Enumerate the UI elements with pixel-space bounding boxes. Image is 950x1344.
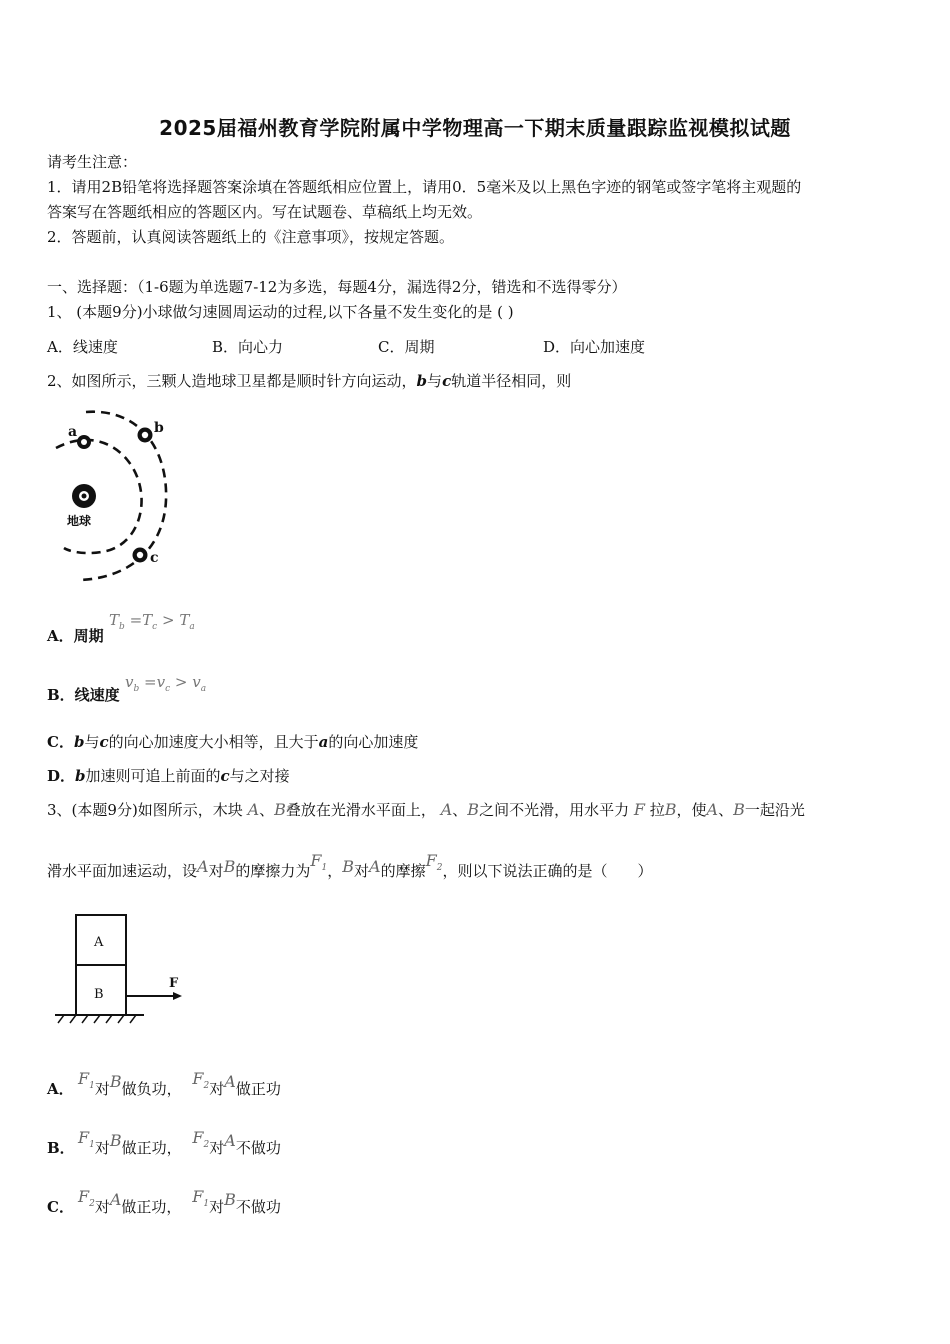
sub-2: 2 — [89, 1199, 95, 1210]
label-A: A — [94, 935, 104, 950]
text: 、 — [718, 801, 734, 819]
var-F1 — [78, 1128, 95, 1151]
math-v: v — [192, 673, 201, 691]
math-sub-a: a — [200, 684, 207, 694]
math-v: v — [125, 673, 134, 691]
text: 对 — [94, 1080, 110, 1098]
label-earth: 地球 — [67, 514, 92, 528]
notice-heading: 请考生注意： — [47, 153, 138, 171]
var-A: A — [706, 800, 719, 819]
q2-option-a-formula — [109, 611, 195, 632]
text: 的摩擦 — [380, 862, 426, 880]
q1-stem: 1、 (本题9分)小球做匀速圆周运动的过程,以下各量不发生变化的是 ( ) — [47, 303, 514, 321]
math-gt: > — [174, 673, 188, 691]
var-F1 — [192, 1187, 210, 1210]
q2-option-a-label: A．周期 — [47, 627, 104, 645]
var-A: A — [224, 1131, 236, 1150]
math-v: v — [156, 673, 166, 691]
label-b: b — [154, 420, 164, 436]
var-F: F — [633, 800, 645, 819]
q2-stem-yu: 与 — [427, 372, 443, 390]
text: 、 — [259, 801, 275, 819]
var-F: F — [192, 1128, 204, 1147]
text: 、 — [452, 801, 468, 819]
var-F1 — [310, 851, 328, 874]
label-a: a — [68, 424, 78, 440]
var-B: B — [467, 800, 480, 819]
label-F: F — [169, 976, 179, 991]
sub-1: 1 — [203, 1199, 210, 1210]
text: 对 — [208, 862, 224, 880]
text: 对 — [354, 862, 370, 880]
math-sub-b: b — [119, 622, 125, 632]
text: 叠放在光滑水平面上， — [285, 801, 436, 819]
text: 做正功， — [121, 1139, 182, 1157]
q3-option-c — [47, 1196, 74, 1218]
text: 对 — [209, 1080, 225, 1098]
q1-option-b: B．向心力 — [212, 338, 284, 356]
var-a: a — [318, 733, 329, 751]
var-A: A — [369, 857, 381, 876]
var-F: F — [78, 1128, 90, 1147]
sub-1: 1 — [89, 1081, 95, 1092]
text: 对 — [209, 1139, 225, 1157]
var-B: B — [274, 800, 286, 819]
var-F: F — [310, 851, 322, 870]
var-F2 — [78, 1187, 95, 1210]
text: 的摩擦力为 — [235, 862, 311, 880]
option-label: A． — [47, 1080, 74, 1098]
text: 与之对接 — [229, 767, 290, 785]
text: 与 — [84, 733, 100, 751]
q3-option-b — [47, 1137, 75, 1159]
var-F1 — [78, 1069, 95, 1092]
q1-option-d: D．向心加速度 — [543, 338, 646, 356]
option-label: B． — [47, 1139, 75, 1157]
q1-option-c: C．周期 — [378, 338, 435, 356]
var-F: F — [78, 1187, 90, 1206]
page-title: 2025届福州教育学院附属中学物理高一下期末质量跟踪监视模拟试题 — [159, 116, 791, 140]
var-b: b — [73, 733, 85, 751]
ground-hatch — [58, 1015, 136, 1023]
option-label: C． — [47, 1198, 74, 1216]
text: ，使 — [676, 801, 707, 819]
orbit-a — [56, 440, 142, 553]
text: 对 — [94, 1198, 110, 1216]
q2-satellite-figure — [50, 400, 180, 590]
notice-line-1: 1．请用2B铅笔将选择题答案涂填在答题纸相应位置上，请用0．5毫米及以上黑色字迹的钢笔或签字笔将主观题的 — [47, 178, 802, 196]
q1-option-a: A．线速度 — [47, 338, 118, 356]
text: 做正功， — [121, 1198, 182, 1216]
var-B: B — [733, 800, 745, 819]
section-heading: 一、选择题：（1-6题为单选题7-12为多选，每题4分，漏选得2分，错选和不选得零分） — [47, 278, 627, 296]
math-gt: > — [161, 611, 175, 629]
var-B: B — [109, 1131, 122, 1150]
math-eq: = — [144, 673, 157, 691]
var-A: A — [440, 800, 453, 819]
q3-stem-line-2 — [47, 851, 653, 889]
text: 不做功 — [235, 1198, 281, 1216]
sub-1: 1 — [321, 863, 328, 874]
math-T: T — [142, 611, 153, 629]
text: 加速则可追上前面的 — [85, 767, 221, 785]
math-sub-b: b — [133, 684, 140, 694]
text: 3、(本题9分)如图所示，木块 — [47, 801, 243, 819]
q3-option-b-body — [78, 1127, 281, 1156]
text: 对 — [209, 1198, 225, 1216]
var-F: F — [425, 851, 437, 870]
text: 做正功 — [235, 1080, 281, 1098]
text: 做负功， — [121, 1080, 182, 1098]
text: 的向心加速度大小相等，且大于 — [108, 733, 319, 751]
notice-line-3: 2．答题前，认真阅读答题纸上的《注意事项》，按规定答题。 — [47, 228, 455, 246]
var-b: b — [75, 767, 86, 785]
var-A: A — [224, 1072, 236, 1091]
q2-stem-b: b — [416, 372, 428, 390]
var-F: F — [78, 1069, 90, 1088]
q2-stem-pre: 2、如图所示，三颗人造地球卫星都是顺时针方向运动， — [47, 372, 417, 390]
var-B: B — [664, 800, 677, 819]
q2-option-d — [47, 765, 290, 787]
math-sub-a: a — [189, 622, 195, 632]
label-c: c — [150, 550, 159, 566]
var-F2 — [425, 851, 443, 874]
math-sub-c: c — [165, 684, 171, 694]
var-F2 — [192, 1128, 210, 1151]
label-B: B — [94, 987, 104, 1002]
q2-option-b-formula — [125, 673, 206, 694]
var-A: A — [247, 800, 260, 819]
text: ，则以下说法正确的是（ ） — [442, 862, 653, 880]
var-B: B — [342, 857, 354, 876]
sub-1: 1 — [89, 1140, 95, 1151]
text: 不做功 — [235, 1139, 281, 1157]
sub-2: 2 — [203, 1140, 210, 1151]
var-A: A — [109, 1190, 122, 1209]
text: 的向心加速度 — [328, 733, 419, 751]
math-eq: = — [129, 611, 143, 629]
text: 拉 — [649, 801, 665, 819]
q2-option-c-label: C． — [47, 733, 74, 751]
math-T: T — [179, 611, 190, 629]
var-B: B — [223, 857, 236, 876]
math-T: T — [109, 611, 120, 629]
var-A: A — [197, 857, 209, 876]
math-sub-c: c — [152, 622, 158, 632]
q3-option-a-body — [78, 1068, 281, 1097]
notice-line-2: 答案写在答题纸相应的答题区内。写在试题卷、草稿纸上均无效。 — [47, 203, 483, 221]
q2-stem-post: 轨道半径相同，则 — [451, 372, 572, 390]
q3-stem-line-1 — [47, 799, 805, 821]
q3-option-c-body — [78, 1186, 281, 1215]
sub-2: 2 — [203, 1081, 210, 1092]
sub-2: 2 — [436, 863, 443, 874]
var-B: B — [109, 1072, 122, 1091]
var-c: c — [99, 733, 109, 751]
text: 一起沿光 — [744, 801, 805, 819]
q2-option-d-label: D． — [47, 767, 76, 785]
q2-option-c — [47, 731, 418, 753]
text: ， — [327, 862, 343, 880]
var-F2 — [192, 1069, 210, 1092]
q2-stem — [47, 370, 571, 392]
text: 滑水平面加速运动，设 — [47, 862, 198, 880]
var-F: F — [192, 1069, 204, 1088]
var-F: F — [192, 1187, 204, 1206]
q3-blocks-figure — [50, 910, 190, 1030]
text: 对 — [94, 1139, 110, 1157]
q2-option-b-label: B．线速度 — [47, 686, 120, 704]
var-c: c — [220, 767, 230, 785]
text: 之间不光滑，用水平力 — [479, 801, 630, 819]
var-B: B — [224, 1190, 236, 1209]
q2-stem-c: c — [442, 372, 452, 390]
